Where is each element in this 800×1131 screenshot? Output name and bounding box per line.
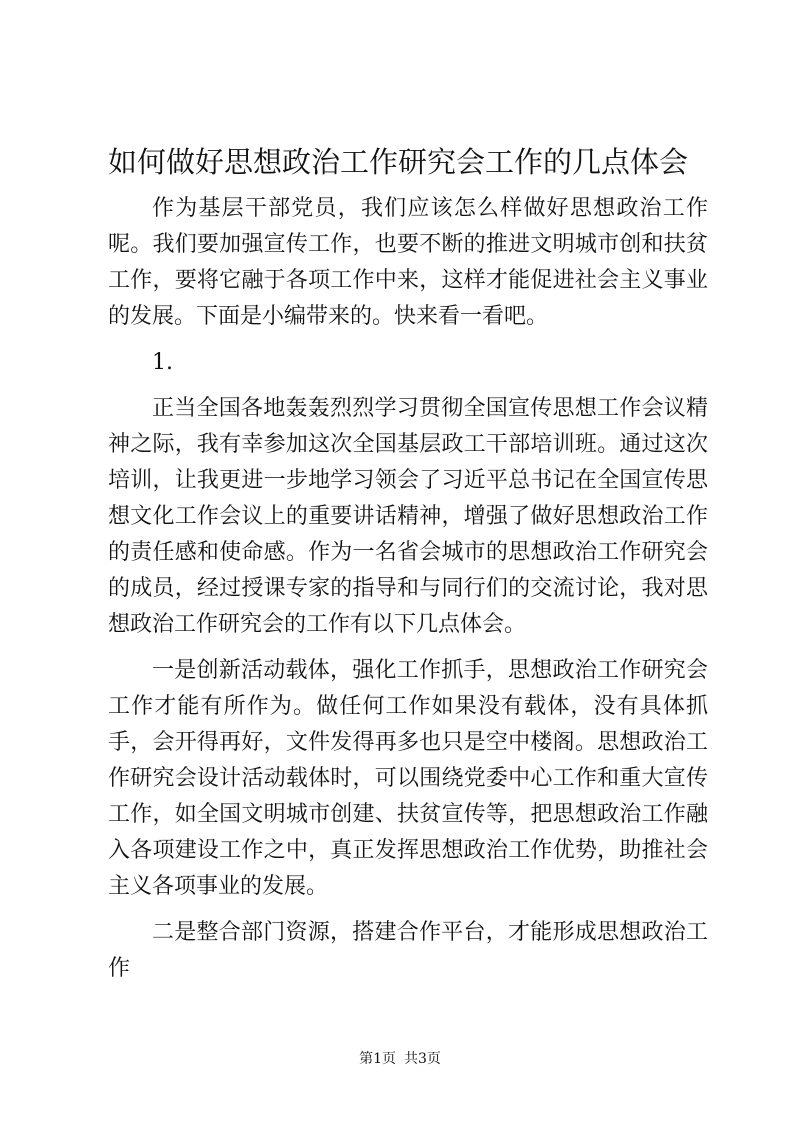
page-number-total: 共3页 bbox=[404, 1051, 441, 1067]
page-footer bbox=[0, 1049, 800, 1069]
paragraph-point-two: 二是整合部门资源，搭建合作平台，才能形成思想政治工作 bbox=[108, 920, 708, 981]
paragraph-context: 正当全国各地轰轰烈烈学习贯彻全国宣传思想工作会议精神之际，我有幸参加这次全国基层政工干部培训班。通过这次培训，让我更进一步地学习领会了习近平总书记在全国宣传思想文化工作会议上的重要讲话精神，增强了做好思想政治工作的责任感和使命感。作为一名省会城市的思想政治工作研究会的成员，经过授课专家的指导和与同行们的交流讨论，我对思想政治工作研究会的工作有以下几点体会。 bbox=[108, 396, 708, 637]
document-title: 如何做好思想政治工作研究会工作的几点体会 bbox=[108, 145, 689, 179]
page-number-current: 第1页 bbox=[359, 1051, 396, 1067]
paragraph-intro: 作为基层干部党员，我们应该怎么样做好思想政治工作呢。我们要加强宣传工作，也要不断的推进文明城市创和扶贫工作，要将它融于各项工作中来，这样才能促进社会主义事业的发展。下面是小编带来的。快来看一看吧。 bbox=[108, 196, 708, 329]
paragraph-point-one: 一是创新活动载体，强化工作抓手，思想政治工作研究会工作才能有所作为。做任何工作如果没有载体，没有具体抓手，会开得再好，文件发得再多也只是空中楼阁。思想政治工作研究会设计活动载体时，可以围绕党委中心工作和重大宣传工作，如全国文明城市创建、扶贫宣传等，把思想政治工作融入各项建设工作之中，真正发挥思想政治工作优势，助推社会主义各项事业的发展。 bbox=[108, 658, 708, 899]
document-body bbox=[108, 191, 708, 987]
paragraph-section-number: 1. bbox=[152, 350, 173, 375]
